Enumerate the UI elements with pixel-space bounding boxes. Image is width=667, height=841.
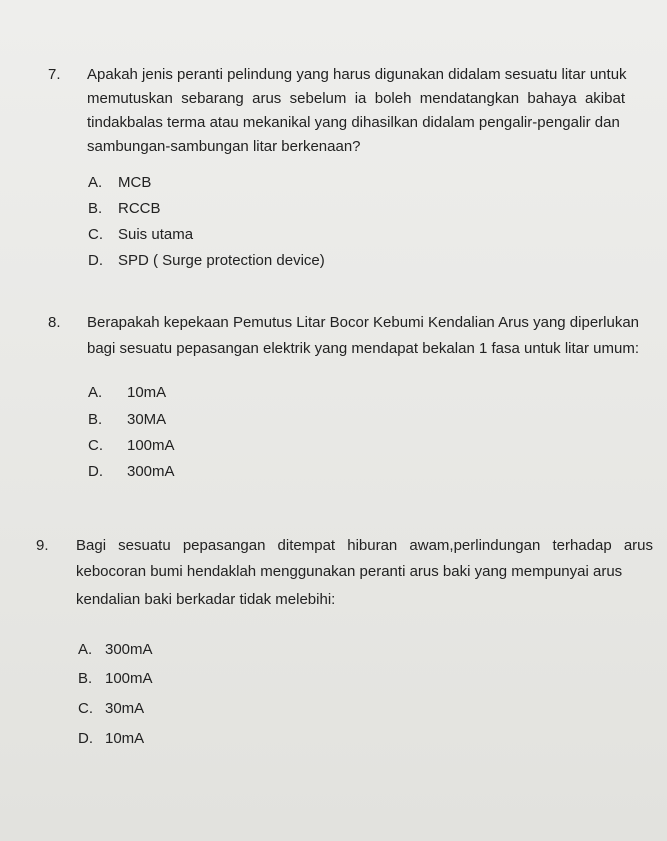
question-9-text-line-2: kebocoran bumi hendaklah menggunakan peranti arus baki yang mempunyai arus	[76, 563, 623, 580]
question-8-option-a-text: 10mA	[127, 384, 167, 401]
question-8-option-c-letter: C.	[88, 437, 103, 454]
question-7-option-c-text: Suis utama	[118, 226, 194, 243]
question-9-text-line-3: kendalian baki berkadar tidak melebihi:	[76, 591, 336, 608]
question-7-text-line-2: memutuskan sebarang arus sebelum ia boleh mendatangkan bahaya akibat	[87, 90, 625, 107]
question-8-option-d-letter: D.	[88, 463, 103, 480]
question-8-number: 8.	[48, 314, 61, 331]
question-9-option-c-text: 30mA	[105, 700, 145, 717]
question-7-option-a-letter: A.	[88, 174, 103, 191]
question-7-text-line-4: sambungan-sambungan litar berkenaan?	[87, 138, 361, 155]
question-9-option-d-text: 10mA	[105, 730, 145, 747]
question-7-option-a-text: MCB	[118, 174, 152, 191]
question-8-option-b-text: 30MA	[127, 411, 167, 428]
question-7-option-c-letter: C.	[88, 226, 103, 243]
question-8-option-b-letter: B.	[88, 411, 103, 428]
question-8-option-c-text: 100mA	[127, 437, 175, 454]
question-9-option-b-text: 100mA	[105, 670, 153, 687]
question-7-number: 7.	[48, 66, 61, 83]
question-9-option-c-letter: C.	[78, 700, 93, 717]
question-8-option-a-letter: A.	[88, 384, 103, 401]
question-7-option-d-text: SPD ( Surge protection device)	[118, 252, 325, 269]
question-8-text-line-1: Berapakah kepekaan Pemutus Litar Bocor Kebumi Kendalian Arus yang diperlukan	[87, 314, 640, 331]
question-9-number: 9.	[36, 537, 49, 554]
question-8-text-line-2: bagi sesuatu pepasangan elektrik yang mendapat bekalan 1 fasa untuk litar umum:	[87, 340, 640, 357]
question-7-text-line-3: tindakbalas terma atau mekanikal yang dihasilkan didalam pengalir-pengalir dan	[87, 114, 620, 131]
question-9-option-b-letter: B.	[78, 670, 93, 687]
question-9-option-a-letter: A.	[78, 641, 93, 658]
question-7-text-line-1: Apakah jenis peranti pelindung yang harus digunakan didalam sesuatu litar untuk	[87, 66, 627, 83]
question-9-option-d-letter: D.	[78, 730, 93, 747]
question-9-option-a-text: 300mA	[105, 641, 153, 658]
question-7-option-d-letter: D.	[88, 252, 103, 269]
question-8-option-d-text: 300mA	[127, 463, 175, 480]
question-9-text-line-1: Bagi sesuatu pepasangan ditempat hiburan awam,perlindungan terhadap arus	[76, 537, 653, 554]
question-7-option-b-text: RCCB	[118, 200, 161, 217]
question-7-option-b-letter: B.	[88, 200, 103, 217]
